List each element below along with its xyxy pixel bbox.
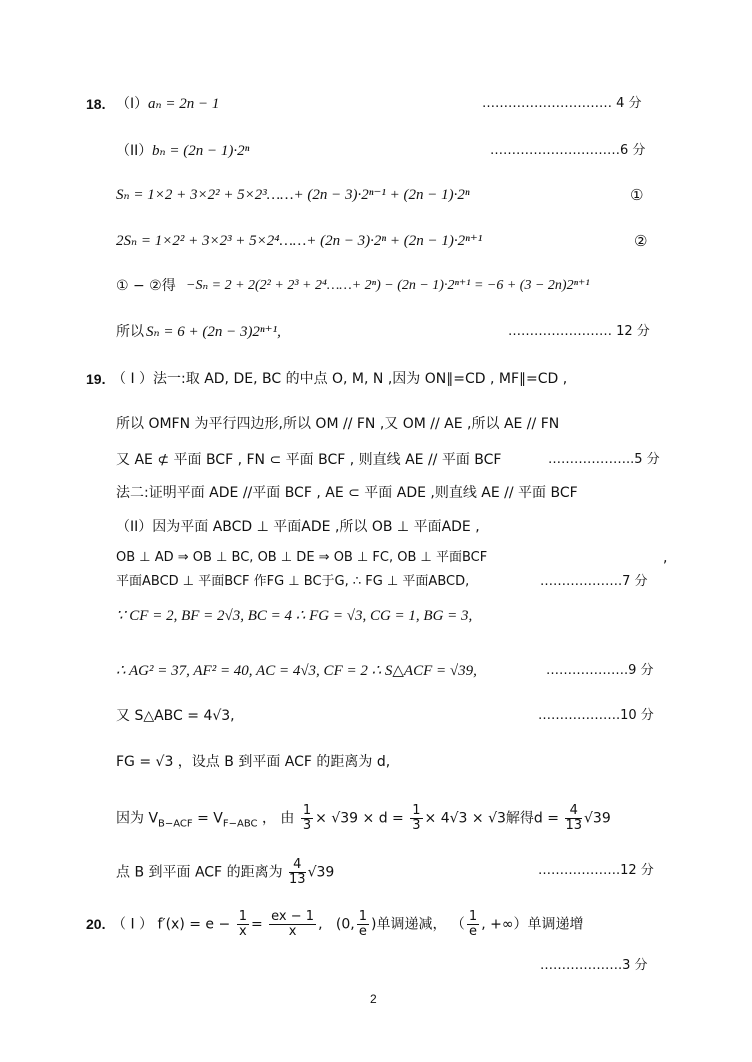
q19-line-13-b: √39 <box>307 864 335 881</box>
q19-line-2: 所以 OMFN 为平行四边形,所以 OM // FN ,又 OM // AE ,所以 AE // FN <box>116 416 560 432</box>
q19-line-13-a: 点 B 到平面 ACF 的距离为 <box>116 864 283 881</box>
q19-line-13-score: ……………….12 分 <box>538 863 654 878</box>
q18-result-prefix: 所以 <box>116 324 144 340</box>
q20-line-1-c: , <box>318 916 323 933</box>
q19-line-7: 平面ABCD ⊥ 平面BCF 作FG ⊥ BC于G, ∴ FG ⊥ 平面ABCD, <box>116 574 470 589</box>
q20-line-1-d: (0, <box>335 916 355 933</box>
q18-number: 18. <box>86 96 106 112</box>
q18-result: Sₙ = 6 + (2n − 3)2ⁿ⁺¹, <box>146 324 281 340</box>
fraction-one-over-e-1: $\frac{1}{e}$ <box>358 909 367 939</box>
fraction-four-thirteenths-2: $\frac{4}{13}$ <box>289 857 306 887</box>
q19-line-12-d: × √39 × d = <box>315 810 404 827</box>
q19-line-12-b: = V <box>192 810 223 827</box>
q20-line-1-g: , +∞）单调递增 <box>481 916 584 933</box>
q19-line-9-score: ……………….9 分 <box>546 663 654 678</box>
q19-line-9: ∴ AG² = 37, AF² = 40, AC = 4√3, CF = 2 ∴ S△ACF = √39, <box>116 663 477 679</box>
q20-line-1-a: （ I ） f′(x) = e − <box>112 916 231 933</box>
q19-line-5: （II）因为平面 ABCD ⊥ 平面ADE ,所以 OB ⊥ 平面ADE , <box>116 519 480 535</box>
q18-equation-2-marker: ② <box>634 232 648 250</box>
q19-number: 19. <box>86 371 106 387</box>
q19-line-12-c: ， 由 <box>257 810 295 827</box>
q20-line-1-b: = <box>250 916 263 933</box>
q19-line-12-e: × 4√3 × √3解得d = <box>424 810 559 827</box>
q19-line-12-sub1: B−ACF <box>158 818 193 830</box>
q19-line-6-comma: , <box>663 550 668 566</box>
q19-line-12-f: √39 <box>583 810 611 827</box>
q20-number: 20. <box>86 916 106 932</box>
q19-line-6: OB ⊥ AD ⇒ OB ⊥ BC, OB ⊥ DE ⇒ OB ⊥ FC, OB ⊥ 平面BCF <box>116 550 488 565</box>
fraction-four-thirteenths-1: $\frac{4}{13}$ <box>565 803 582 833</box>
q18-result-score: …………………… 12 分 <box>508 324 650 339</box>
fraction-ex-minus-one-over-x: $\frac{ex - 1}{x}$ <box>271 909 315 939</box>
fraction-one-third-2: $\frac{1}{3}$ <box>412 803 421 833</box>
q19-line-1: （ I ）法一:取 AD, DE, BC 的中点 O, M, N ,因为 ON∥=CD , MF∥=CD , <box>112 371 568 387</box>
q18-part2-score: …………………………6 分 <box>490 143 646 158</box>
q19-line-3-score: ………………..5 分 <box>548 452 660 467</box>
q18-equation-2: 2Sₙ = 1×2² + 3×2³ + 5×2⁴……+ (2n − 3)·2ⁿ + (2n − 1)·2ⁿ⁺¹ <box>116 233 483 249</box>
q18-part1-label: （I） <box>116 96 149 112</box>
q19-line-10: 又 S△ABC = 4√3, <box>116 708 235 724</box>
q20-line-1-e: )单调递减， <box>370 916 447 933</box>
q18-part1-score: ………………………… 4 分 <box>482 96 642 111</box>
q18-equation-3-label: ① − ②得 <box>116 278 176 294</box>
q19-line-8: ∵ CF = 2, BF = 2√3, BC = 4 ∴ FG = √3, CG = 1, BG = 3, <box>116 608 473 624</box>
fraction-one-over-x: $\frac{1}{x}$ <box>238 909 247 939</box>
q18-part2-label: （II） <box>116 143 153 159</box>
q20-line-1 <box>112 910 583 939</box>
q19-line-10-score: ……………….10 分 <box>538 708 654 723</box>
q18-part1-formula: aₙ = 2n − 1 <box>148 96 220 112</box>
q19-line-3: 又 AE ⊄ 平面 BCF , FN ⊂ 平面 BCF , 则直线 AE // 平面 BCF <box>116 452 502 468</box>
q20-line-2-score: ……………….3 分 <box>540 958 648 973</box>
q19-line-12-a: 因为 V <box>116 810 159 827</box>
q19-line-13 <box>116 858 334 887</box>
q18-equation-1-marker: ① <box>630 186 644 204</box>
q18-equation-3: −Sₙ = 2 + 2(2² + 2³ + 2⁴……+ 2ⁿ) − (2n − 1)·2ⁿ⁺¹ = −6 + (3 − 2n)2ⁿ⁺¹ <box>186 278 590 293</box>
q19-line-12-sub2: F−ABC <box>222 818 258 830</box>
q20-line-1-f: （ <box>450 916 465 933</box>
page-number: 2 <box>370 992 377 1006</box>
q19-line-11: FG = √3 ，设点 B 到平面 ACF 的距离为 d, <box>116 754 391 770</box>
fraction-one-third-1: $\frac{1}{3}$ <box>302 803 312 833</box>
q18-part2-formula: bₙ = (2n − 1)·2ⁿ <box>152 143 250 159</box>
fraction-one-over-e-2: $\frac{1}{e}$ <box>468 909 478 939</box>
q19-line-7-score: ……………….7 分 <box>540 574 648 589</box>
q18-equation-1: Sₙ = 1×2 + 3×2² + 5×2³……+ (2n − 3)·2ⁿ⁻¹ + (2n − 1)·2ⁿ <box>116 187 470 203</box>
q19-line-4: 法二:证明平面 ADE //平面 BCF , AE ⊂ 平面 ADE ,则直线 AE // 平面 BCF <box>116 485 578 501</box>
q19-line-12 <box>116 804 611 834</box>
